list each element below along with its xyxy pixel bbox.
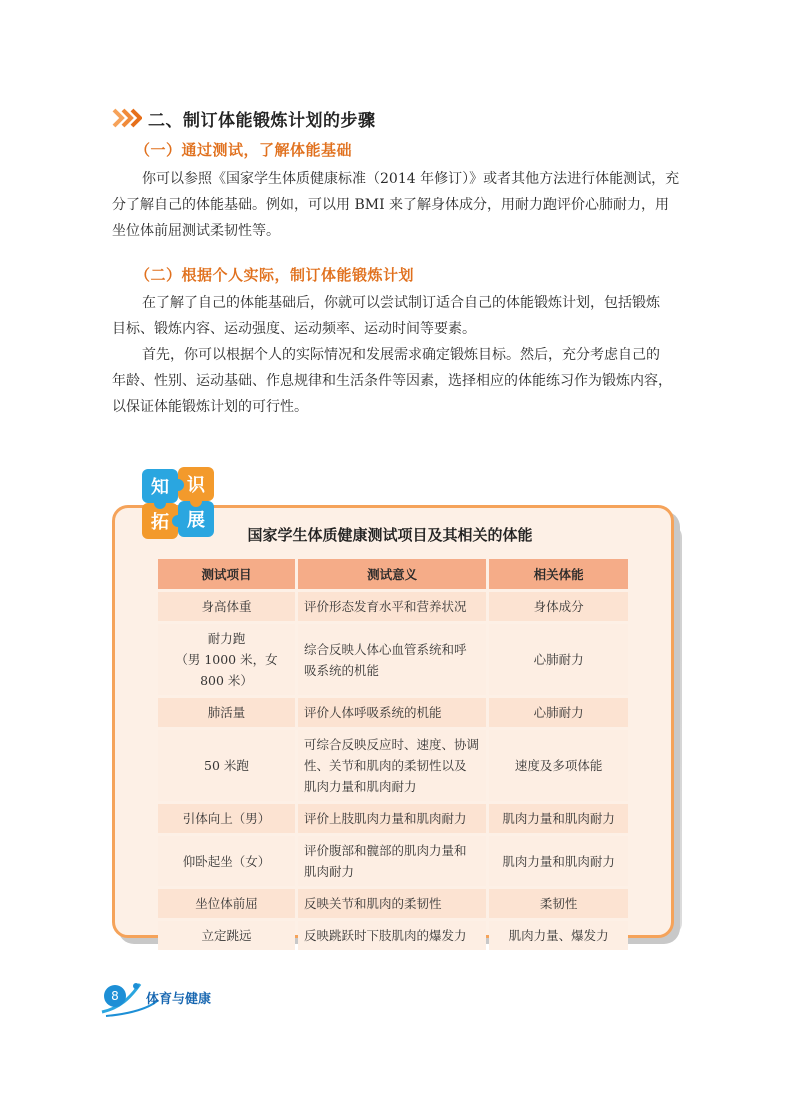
cell-related-fitness: 心肺耐力 bbox=[489, 698, 628, 727]
paragraph-line: 以保证体能锻炼计划的可行性。 bbox=[112, 399, 308, 415]
table-row bbox=[158, 624, 628, 695]
table-body bbox=[158, 592, 628, 950]
cell-line: 肌肉耐力 bbox=[303, 864, 354, 879]
table-title: 国家学生体质健康测试项目及其相关的体能 bbox=[247, 526, 533, 544]
column-header: 测试意义 bbox=[298, 559, 486, 589]
badge-char: 展 bbox=[187, 510, 205, 531]
cell-test-meaning bbox=[298, 921, 486, 950]
cell-test-item bbox=[158, 624, 295, 695]
paragraph-line: 年龄、性别、运动基础、作息规律和生活条件等因素，选择相应的体能练习作为锻炼内容， bbox=[112, 373, 672, 389]
table-row bbox=[158, 730, 628, 801]
cell-test-item bbox=[158, 730, 295, 801]
cell-test-meaning bbox=[298, 836, 486, 886]
cell-test-item bbox=[158, 921, 295, 950]
badge-char: 识 bbox=[187, 475, 205, 496]
cell-test-meaning bbox=[298, 624, 486, 695]
book-title: 体育与健康 bbox=[146, 992, 212, 1007]
cell-line: 可综合反映反应时、速度、协调 bbox=[303, 737, 479, 752]
column-header: 相关体能 bbox=[489, 559, 628, 589]
paragraph-line: 目标、锻炼内容、运动强度、运动频率、运动时间等要素。 bbox=[112, 321, 476, 337]
cell-line: 评价人体呼吸系统的机能 bbox=[303, 705, 442, 720]
table-row bbox=[158, 592, 628, 621]
cell-related-fitness: 肌肉力量和肌肉耐力 bbox=[489, 804, 628, 833]
cell-test-item bbox=[158, 698, 295, 727]
paragraph-line: 在了解了自己的体能基础后，你就可以尝试制订适合自己的体能锻炼计划，包括锻炼 bbox=[142, 295, 660, 311]
cell-line: 反映跳跃时下肢肌肉的爆发力 bbox=[303, 928, 467, 943]
cell-related-fitness: 心肺耐力 bbox=[489, 624, 628, 695]
cell-line: 身高体重 bbox=[201, 599, 252, 614]
subsection-2-title: （二）根据个人实际，制订体能锻炼计划 bbox=[135, 266, 415, 284]
subsection-2-paragraph-2 bbox=[112, 342, 688, 420]
cell-related-fitness: 速度及多项体能 bbox=[489, 730, 628, 801]
cell-line: 性、关节和肌肉的柔韧性以及 bbox=[303, 758, 467, 773]
double-chevron-icon bbox=[112, 107, 142, 129]
cell-line: 肺活量 bbox=[207, 705, 246, 720]
cell-line: 仰卧起坐（女） bbox=[182, 853, 271, 869]
cell-line: 肌肉力量和肌肉耐力 bbox=[303, 779, 417, 794]
cell-line: 吸系统的机能 bbox=[303, 662, 379, 678]
cell-test-item bbox=[158, 804, 295, 833]
cell-line: 50 米跑 bbox=[204, 758, 249, 773]
cell-line: 立定跳远 bbox=[201, 928, 252, 943]
cell-line: 评价上肢肌肉力量和肌肉耐力 bbox=[303, 811, 467, 826]
cell-test-meaning bbox=[298, 592, 486, 621]
cell-line: 评价形态发育水平和营养状况 bbox=[303, 599, 467, 614]
section-heading bbox=[112, 103, 376, 133]
cell-line: 评价腹部和髋部的肌肉力量和 bbox=[303, 843, 467, 858]
cell-related-fitness: 柔韧性 bbox=[489, 889, 628, 918]
cell-test-meaning bbox=[298, 889, 486, 918]
cell-related-fitness: 肌肉力量、爆发力 bbox=[489, 921, 628, 950]
subsection-2-paragraph-1 bbox=[112, 290, 688, 342]
subsection-1-title: （一）通过测试，了解体能基础 bbox=[135, 141, 353, 159]
cell-line: 耐力跑 bbox=[207, 631, 246, 646]
cell-related-fitness: 肌肉力量和肌肉耐力 bbox=[489, 836, 628, 886]
cell-test-meaning bbox=[298, 730, 486, 801]
table-row bbox=[158, 804, 628, 833]
paragraph-line: 你可以参照《国家学生体质健康标准（2014 年修订）》或者其他方法进行体能测试，充 bbox=[142, 171, 680, 187]
fitness-test-table bbox=[155, 556, 631, 953]
table-row bbox=[158, 921, 628, 950]
cell-test-meaning bbox=[298, 698, 486, 727]
section-title: 二、制订体能锻炼计划的步骤 bbox=[148, 110, 376, 131]
subsection-1-paragraph bbox=[112, 166, 688, 244]
column-header: 测试项目 bbox=[158, 559, 295, 589]
cell-line: 反映关节和肌肉的柔韧性 bbox=[303, 896, 442, 911]
badge-char: 知 bbox=[151, 477, 169, 498]
paragraph-line: 分了解自己的体能基础。例如，可以用 BMI 来了解身体成分，用耐力跑评价心肺耐力，用 bbox=[112, 197, 670, 213]
cell-test-item bbox=[158, 836, 295, 886]
cell-line: 引体向上（男） bbox=[182, 811, 271, 826]
page-number: 8 bbox=[104, 985, 126, 1007]
cell-related-fitness: 身体成分 bbox=[489, 592, 628, 621]
table-row bbox=[158, 836, 628, 886]
table-row bbox=[158, 698, 628, 727]
cell-line: （男 1000 米，女 800 米） bbox=[175, 652, 278, 688]
paragraph-line: 坐位体前屈测试柔韧性等。 bbox=[112, 223, 280, 239]
cell-line: 坐位体前屈 bbox=[195, 896, 258, 911]
cell-test-meaning bbox=[298, 804, 486, 833]
paragraph-line: 首先，你可以根据个人的实际情况和发展需求确定锻炼目标。然后，充分考虑自己的 bbox=[142, 347, 660, 363]
table-header-row bbox=[158, 559, 628, 589]
cell-line: 综合反映人体心血管系统和呼 bbox=[303, 641, 467, 657]
badge-char: 拓 bbox=[151, 512, 169, 533]
cell-test-item bbox=[158, 889, 295, 918]
cell-test-item bbox=[158, 592, 295, 621]
table-row bbox=[158, 889, 628, 918]
